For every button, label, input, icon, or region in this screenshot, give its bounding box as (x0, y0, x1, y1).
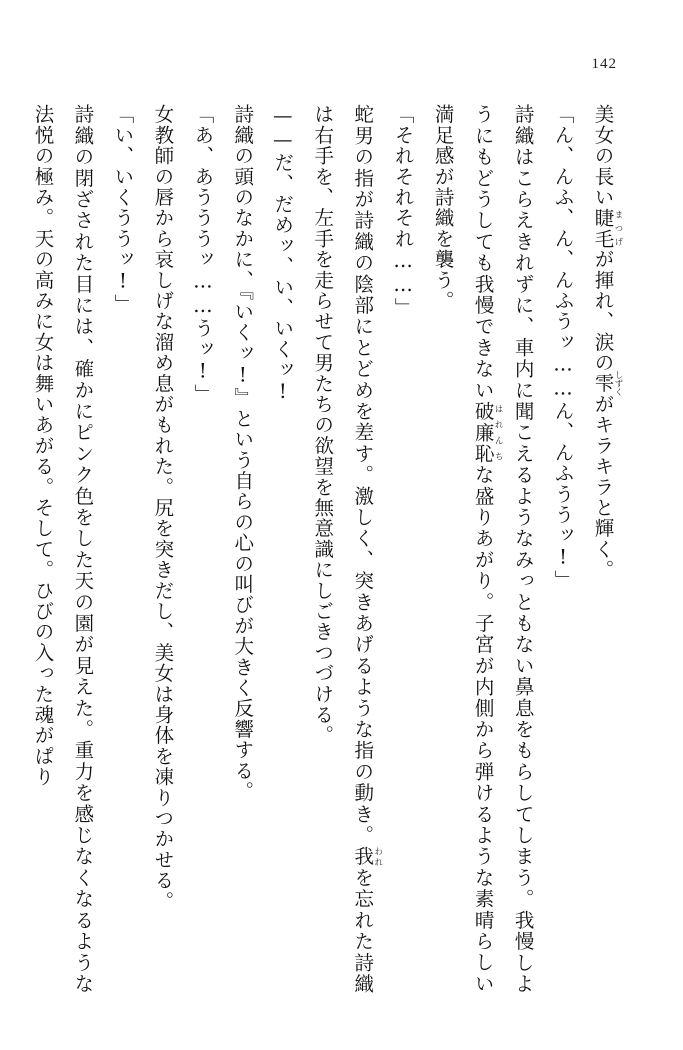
text-run: ——だ、だめッ、い、いくッ! (271, 104, 295, 405)
page-number: 142 (591, 56, 617, 72)
ruby-text: 破廉恥はれんち (471, 400, 504, 465)
text-run: 「ん、んふ、ん、んふうッ……ん、んふううッ!」 (551, 104, 575, 591)
paragraph (142, 104, 182, 994)
paragraph (22, 104, 102, 994)
paragraph (182, 104, 222, 994)
paragraph (102, 104, 142, 994)
text-run: 詩織はこらえきれずに、車内に聞こえるようなみっともない鼻息をもらしてしまう。我慢しようにもどうしても我慢できない (471, 104, 535, 994)
page-body-text (31, 104, 623, 995)
text-run: 詩織の頭のなかに、『いくッ!』という自らの心の叫びが大きく反響する。 (231, 104, 255, 802)
text-run: がキラキラと輝く。 (591, 393, 615, 581)
paragraph (383, 104, 423, 994)
ruby-text: 睫毛まつげ (591, 207, 623, 249)
text-run: 蛇男の指が詩織の陰部にとどめを差す。激しく、突きあげるような指の動き。 (351, 104, 375, 847)
text-run: を忘れた詩織は右手を、左手を走らせて男たちの欲望を無意識にしごきつづける。 (311, 104, 375, 995)
text-run: 「い、いくううッ!」 (111, 104, 135, 315)
text-run: が揮れ、涙の (591, 248, 615, 374)
text-run: 女教師の唇から哀しげな溜め息がもれた。尻を突きだし、美女は身体を凍りつかせる。 (151, 104, 175, 912)
text-run: 詩織の閉ざされた目には、確かにピンク色をした天の園が見えた。重力を感じなくなるような法悦の極み。天の高みに女は舞いあがる。そして。ひびの入った魂がぱり (31, 104, 95, 994)
ruby-text: 我われ (351, 846, 383, 868)
paragraph (302, 104, 382, 994)
paragraph (583, 104, 623, 994)
paragraph (262, 104, 302, 994)
paragraph (222, 104, 262, 994)
ruby-text: 雫しずく (591, 370, 623, 397)
text-run: 美女の長い (591, 104, 615, 208)
text-run: 「あ、あうううッ……うッ!」 (191, 104, 215, 405)
paragraph (423, 104, 543, 994)
paragraph (543, 104, 583, 994)
text-run: な盛りあがり。子宮が内側から弾けるような素晴らしい満足感が詩織を襲う。 (431, 104, 495, 994)
text-run: 「それそれそれ……」 (391, 104, 415, 318)
